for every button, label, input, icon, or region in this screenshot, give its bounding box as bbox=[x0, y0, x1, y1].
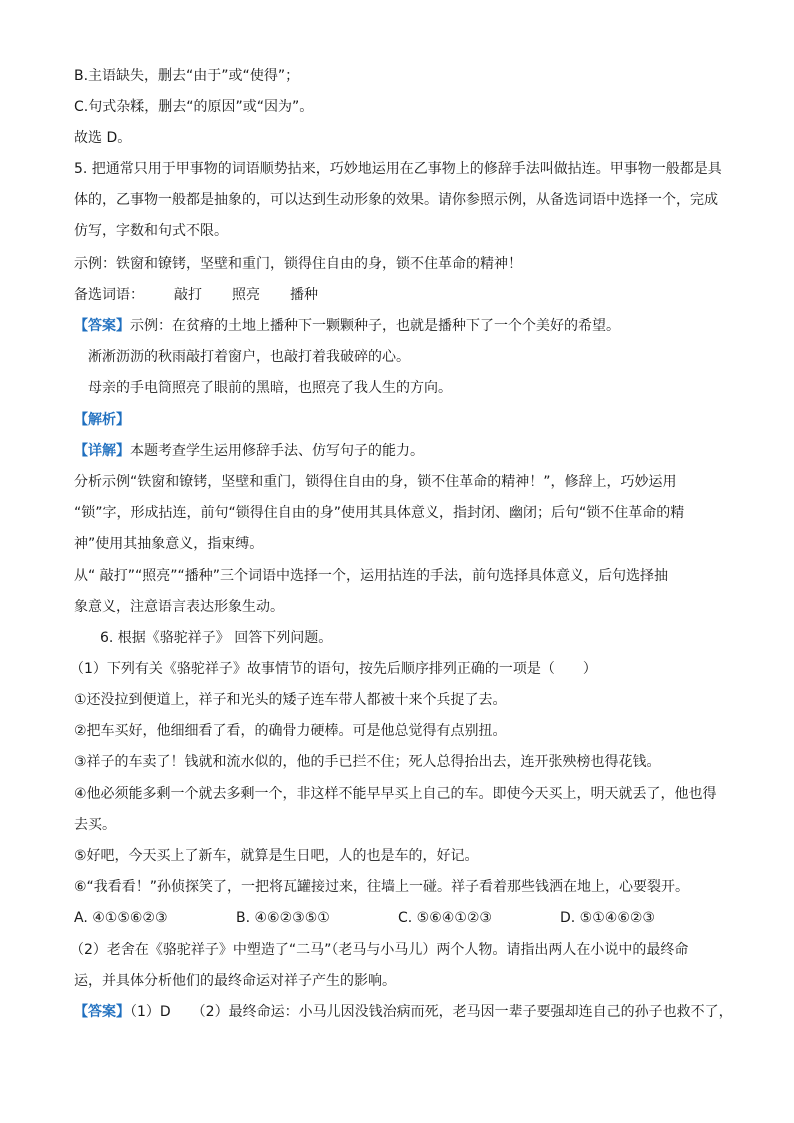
text-line: 体的，乙事物一般都是抽象的，可以达到生动形象的效果。请你参照示例，从备选词语中选择一个，完成 bbox=[74, 192, 718, 208]
options-line bbox=[74, 908, 734, 928]
candidate-word: 播种 bbox=[290, 287, 318, 303]
text-line: ③祥子的车卖了！钱就和流水似的，他的手已拦不住；死人总得抬出去，连开张殃榜也得花钱。 bbox=[74, 754, 661, 770]
text-line: 淅淅沥沥的秋雨敲打着窗户，也敲打着我破碎的心。 bbox=[88, 349, 410, 365]
analysis-tag-line bbox=[74, 410, 734, 430]
candidate-word: 敲打 bbox=[174, 287, 202, 303]
answer-line: 【答案】（1）D （2）最终命运：小马儿因没钱治病而死，老马因一辈子要强却连自己的孙子也救不了， bbox=[74, 1004, 733, 1020]
answer-tag: 【答案】 bbox=[74, 318, 130, 334]
text-line: （1）下列有关《骆驼祥子》故事情节的语句，按先后顺序排列正确的一项是（ ） bbox=[70, 661, 597, 677]
text-line: 分析示例“铁窗和镣铐，坚壁和重门，锁得住自由的身，锁不住革命的精神！”，修辞上，巧妙运用 bbox=[74, 474, 677, 490]
text-line: 故选 D。 bbox=[74, 130, 132, 146]
text-line: ⑥“我看看！”孙侦探笑了，一把将瓦罐接过来，往墙上一碰。祥子看着那些钱洒在地上，心要裂开。 bbox=[74, 879, 690, 895]
answer-tag: 【答案】 bbox=[74, 1004, 130, 1020]
text-line: 母亲的手电筒照亮了眼前的黑暗，也照亮了我人生的方向。 bbox=[88, 380, 452, 396]
option-a: A. ④①⑤⑥②③ bbox=[74, 910, 168, 926]
question-5-stem: 5. 把通常只用于甲事物的词语顺势拈来，巧妙地运用在乙事物上的修辞手法叫做拈连。甲事物一般都是具 bbox=[74, 161, 722, 177]
text-line: B.主语缺失，删去“由于”或“使得”； bbox=[74, 68, 300, 84]
analysis-tag: 【解析】 bbox=[74, 412, 130, 428]
question-6-stem: 6. 根据《骆驼祥子》 回答下列问题。 bbox=[100, 630, 333, 646]
candidate-word: 照亮 bbox=[232, 287, 260, 303]
detail-tag: 【详解】 bbox=[74, 443, 130, 459]
text-line: （2）老舍在《骆驼祥子》中塑造了“二马”（老马与小马儿）两个人物。请指出两人在小说中的最终命 bbox=[70, 942, 689, 958]
text-line: 神”使用其抽象意义，指束缚。 bbox=[74, 536, 264, 552]
answer-line: 【答案】示例：在贫瘠的土地上播种下一颗颗种子，也就是播种下了一个个美好的希望。 bbox=[74, 318, 620, 334]
text-line: 去买。 bbox=[74, 817, 116, 833]
text-line: ②把车买好，他细细看了看，的确骨力硬棒。可是他总觉得有点别扭。 bbox=[74, 723, 507, 739]
detail-line: 【详解】本题考查学生运用修辞手法、仿写句子的能力。 bbox=[74, 443, 424, 459]
text-line: 仿写，字数和句式不限。 bbox=[74, 223, 228, 239]
text-line: ⑤好吧，今天买上了新车，就算是生日吧，人的也是车的，好记。 bbox=[74, 848, 479, 864]
option-b: B. ④⑥②③⑤① bbox=[236, 910, 330, 926]
option-c: C. ⑤⑥④①②③ bbox=[398, 910, 492, 926]
text-line: 象意义，注意语言表达形象生动。 bbox=[74, 599, 284, 615]
text-line: ④他必须能多剩一个就去多剩一个，非这样不能早早买上自己的车。即使今天买上，明天就丢了，他也得 bbox=[74, 786, 717, 802]
text-line: “锁”字，形成拈连，前句“锁得住自由的身”使用其具体意义，指封闭、幽闭；后句“锁不住革命的精 bbox=[74, 505, 685, 521]
option-d: D. ⑤①④⑥②③ bbox=[560, 910, 655, 926]
text-line: ①还没拉到便道上，祥子和光头的矮子连车带人都被十来个兵捉了去。 bbox=[74, 692, 507, 708]
candidate-words bbox=[74, 285, 734, 305]
text-line: C.句式杂糅，删去“的原因”或“因为”。 bbox=[74, 99, 314, 115]
text-line: 运，并具体分析他们的最终命运对祥子产生的影响。 bbox=[74, 973, 396, 989]
text-line: 从“ 敲打”“照亮”“播种”三个词语中选择一个，运用拈连的手法，前句选择具体意义，后句选择抽 bbox=[74, 568, 668, 584]
example-line: 示例：铁窗和镣铐，坚壁和重门，锁得住自由的身，锁不住革命的精神！ bbox=[74, 256, 522, 272]
candidate-label: 备选词语： bbox=[74, 287, 144, 303]
